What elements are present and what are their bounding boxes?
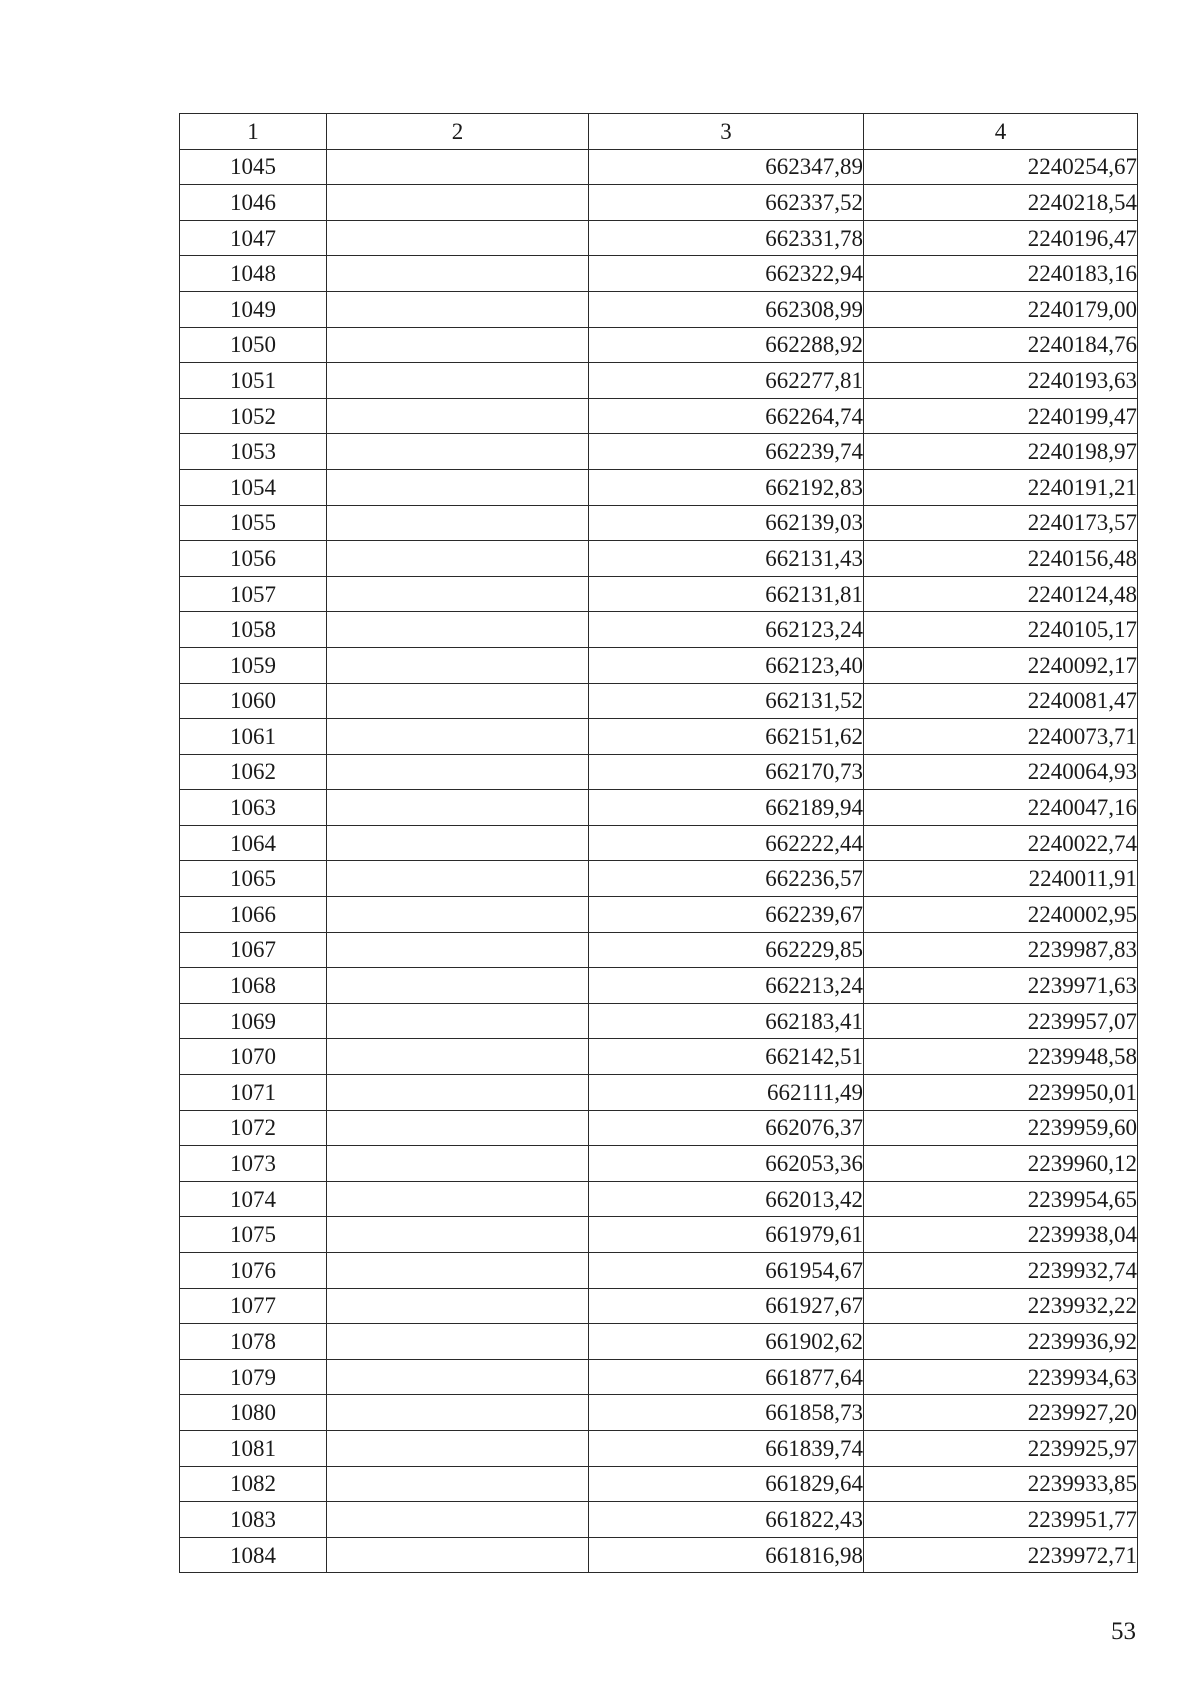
x-coordinate-cell: 661816,98	[589, 1537, 864, 1573]
point-number-cell: 1054	[180, 469, 327, 505]
header-row	[180, 114, 1138, 150]
x-coordinate-cell: 662229,85	[589, 932, 864, 968]
y-coordinate-cell: 2240179,00	[864, 291, 1138, 327]
y-coordinate-cell: 2240156,48	[864, 541, 1138, 577]
x-coordinate-cell: 662076,37	[589, 1110, 864, 1146]
y-coordinate-cell: 2240254,67	[864, 149, 1138, 185]
y-coordinate-cell: 2240022,74	[864, 825, 1138, 861]
point-number-cell: 1059	[180, 647, 327, 683]
y-coordinate-cell: 2239954,65	[864, 1181, 1138, 1217]
y-coordinate-cell: 2240105,17	[864, 612, 1138, 648]
x-coordinate-cell: 662142,51	[589, 1039, 864, 1075]
table-row	[180, 1537, 1138, 1573]
point-number-cell: 1063	[180, 790, 327, 826]
table-row	[180, 1359, 1138, 1395]
x-coordinate-cell: 662277,81	[589, 363, 864, 399]
x-coordinate-cell: 662213,24	[589, 968, 864, 1004]
table-row	[180, 327, 1138, 363]
point-number-cell: 1066	[180, 897, 327, 933]
x-coordinate-cell: 662347,89	[589, 149, 864, 185]
y-coordinate-cell: 2240011,91	[864, 861, 1138, 897]
point-number-cell: 1083	[180, 1502, 327, 1538]
blank-cell	[327, 1395, 589, 1431]
blank-cell	[327, 647, 589, 683]
x-coordinate-cell: 662222,44	[589, 825, 864, 861]
table-row	[180, 1003, 1138, 1039]
blank-cell	[327, 398, 589, 434]
blank-cell	[327, 469, 589, 505]
blank-cell	[327, 1430, 589, 1466]
blank-cell	[327, 185, 589, 221]
y-coordinate-cell: 2240073,71	[864, 719, 1138, 755]
point-number-cell: 1047	[180, 220, 327, 256]
x-coordinate-cell: 662053,36	[589, 1146, 864, 1182]
point-number-cell: 1079	[180, 1359, 327, 1395]
table-row	[180, 185, 1138, 221]
table-row	[180, 897, 1138, 933]
blank-cell	[327, 1502, 589, 1538]
table-row	[180, 1146, 1138, 1182]
x-coordinate-cell: 662111,49	[589, 1075, 864, 1111]
point-number-cell: 1074	[180, 1181, 327, 1217]
x-coordinate-cell: 662131,81	[589, 576, 864, 612]
blank-cell	[327, 1146, 589, 1182]
blank-cell	[327, 291, 589, 327]
blank-cell	[327, 256, 589, 292]
x-coordinate-cell: 662239,67	[589, 897, 864, 933]
point-number-cell: 1049	[180, 291, 327, 327]
blank-cell	[327, 790, 589, 826]
table-row	[180, 469, 1138, 505]
blank-cell	[327, 719, 589, 755]
table-row	[180, 256, 1138, 292]
point-number-cell: 1061	[180, 719, 327, 755]
x-coordinate-cell: 662239,74	[589, 434, 864, 470]
table-row	[180, 291, 1138, 327]
blank-cell	[327, 683, 589, 719]
x-coordinate-cell: 661829,64	[589, 1466, 864, 1502]
x-coordinate-cell: 662322,94	[589, 256, 864, 292]
y-coordinate-cell: 2240198,97	[864, 434, 1138, 470]
column-header-3: 3	[589, 114, 864, 150]
y-coordinate-cell: 2239957,07	[864, 1003, 1138, 1039]
x-coordinate-cell: 662288,92	[589, 327, 864, 363]
table-row	[180, 861, 1138, 897]
point-number-cell: 1084	[180, 1537, 327, 1573]
y-coordinate-cell: 2239971,63	[864, 968, 1138, 1004]
table-row	[180, 398, 1138, 434]
x-coordinate-cell: 661839,74	[589, 1430, 864, 1466]
y-coordinate-cell: 2239936,92	[864, 1324, 1138, 1360]
y-coordinate-cell: 2240184,76	[864, 327, 1138, 363]
point-number-cell: 1056	[180, 541, 327, 577]
table-row	[180, 1181, 1138, 1217]
x-coordinate-cell: 662264,74	[589, 398, 864, 434]
x-coordinate-cell: 662013,42	[589, 1181, 864, 1217]
column-header-1: 1	[180, 114, 327, 150]
blank-cell	[327, 754, 589, 790]
y-coordinate-cell: 2239972,71	[864, 1537, 1138, 1573]
y-coordinate-cell: 2239934,63	[864, 1359, 1138, 1395]
table-row	[180, 647, 1138, 683]
point-number-cell: 1082	[180, 1466, 327, 1502]
y-coordinate-cell: 2240047,16	[864, 790, 1138, 826]
point-number-cell: 1050	[180, 327, 327, 363]
point-number-cell: 1045	[180, 149, 327, 185]
blank-cell	[327, 1466, 589, 1502]
point-number-cell: 1048	[180, 256, 327, 292]
blank-cell	[327, 1288, 589, 1324]
table-header	[180, 114, 1138, 150]
y-coordinate-cell: 2240193,63	[864, 363, 1138, 399]
point-number-cell: 1075	[180, 1217, 327, 1253]
y-coordinate-cell: 2239948,58	[864, 1039, 1138, 1075]
point-number-cell: 1071	[180, 1075, 327, 1111]
page-number: 53	[1111, 1618, 1136, 1645]
column-header-2: 2	[327, 114, 589, 150]
y-coordinate-cell: 2239950,01	[864, 1075, 1138, 1111]
table-row	[180, 1395, 1138, 1431]
point-number-cell: 1052	[180, 398, 327, 434]
blank-cell	[327, 1110, 589, 1146]
blank-cell	[327, 897, 589, 933]
blank-cell	[327, 612, 589, 648]
blank-cell	[327, 932, 589, 968]
x-coordinate-cell: 661822,43	[589, 1502, 864, 1538]
blank-cell	[327, 1039, 589, 1075]
point-number-cell: 1058	[180, 612, 327, 648]
point-number-cell: 1046	[180, 185, 327, 221]
point-number-cell: 1072	[180, 1110, 327, 1146]
blank-cell	[327, 434, 589, 470]
point-number-cell: 1065	[180, 861, 327, 897]
table-row	[180, 1324, 1138, 1360]
y-coordinate-cell: 2239933,85	[864, 1466, 1138, 1502]
x-coordinate-cell: 661858,73	[589, 1395, 864, 1431]
y-coordinate-cell: 2239927,20	[864, 1395, 1138, 1431]
column-header-4: 4	[864, 114, 1138, 150]
x-coordinate-cell: 662170,73	[589, 754, 864, 790]
table-row	[180, 968, 1138, 1004]
y-coordinate-cell: 2240218,54	[864, 185, 1138, 221]
y-coordinate-cell: 2240064,93	[864, 754, 1138, 790]
x-coordinate-cell: 662183,41	[589, 1003, 864, 1039]
point-number-cell: 1080	[180, 1395, 327, 1431]
y-coordinate-cell: 2240183,16	[864, 256, 1138, 292]
blank-cell	[327, 1359, 589, 1395]
y-coordinate-cell: 2240173,57	[864, 505, 1138, 541]
x-coordinate-cell: 662189,94	[589, 790, 864, 826]
point-number-cell: 1073	[180, 1146, 327, 1182]
x-coordinate-cell: 662139,03	[589, 505, 864, 541]
blank-cell	[327, 1181, 589, 1217]
blank-cell	[327, 1003, 589, 1039]
table-row	[180, 576, 1138, 612]
point-number-cell: 1068	[180, 968, 327, 1004]
blank-cell	[327, 968, 589, 1004]
blank-cell	[327, 1253, 589, 1289]
x-coordinate-cell: 662337,52	[589, 185, 864, 221]
blank-cell	[327, 1217, 589, 1253]
blank-cell	[327, 825, 589, 861]
y-coordinate-cell: 2240196,47	[864, 220, 1138, 256]
y-coordinate-cell: 2240081,47	[864, 683, 1138, 719]
table-row	[180, 1039, 1138, 1075]
x-coordinate-cell: 662123,40	[589, 647, 864, 683]
table-body	[180, 149, 1138, 1573]
blank-cell	[327, 327, 589, 363]
x-coordinate-cell: 662131,52	[589, 683, 864, 719]
point-number-cell: 1078	[180, 1324, 327, 1360]
x-coordinate-cell: 662308,99	[589, 291, 864, 327]
x-coordinate-cell: 661877,64	[589, 1359, 864, 1395]
blank-cell	[327, 505, 589, 541]
x-coordinate-cell: 662151,62	[589, 719, 864, 755]
point-number-cell: 1070	[180, 1039, 327, 1075]
point-number-cell: 1062	[180, 754, 327, 790]
y-coordinate-cell: 2239960,12	[864, 1146, 1138, 1182]
y-coordinate-cell: 2239959,60	[864, 1110, 1138, 1146]
point-number-cell: 1051	[180, 363, 327, 399]
point-number-cell: 1055	[180, 505, 327, 541]
point-number-cell: 1064	[180, 825, 327, 861]
table-row	[180, 1217, 1138, 1253]
table-row	[180, 612, 1138, 648]
x-coordinate-cell: 662236,57	[589, 861, 864, 897]
blank-cell	[327, 220, 589, 256]
y-coordinate-cell: 2239925,97	[864, 1430, 1138, 1466]
y-coordinate-cell: 2240199,47	[864, 398, 1138, 434]
y-coordinate-cell: 2239987,83	[864, 932, 1138, 968]
blank-cell	[327, 149, 589, 185]
table-row	[180, 825, 1138, 861]
point-number-cell: 1081	[180, 1430, 327, 1466]
blank-cell	[327, 1075, 589, 1111]
y-coordinate-cell: 2239932,22	[864, 1288, 1138, 1324]
coordinates-table	[179, 113, 1138, 1573]
point-number-cell: 1067	[180, 932, 327, 968]
x-coordinate-cell: 662192,83	[589, 469, 864, 505]
table-row	[180, 1253, 1138, 1289]
table-row	[180, 220, 1138, 256]
x-coordinate-cell: 661979,61	[589, 1217, 864, 1253]
point-number-cell: 1053	[180, 434, 327, 470]
x-coordinate-cell: 662131,43	[589, 541, 864, 577]
x-coordinate-cell: 661954,67	[589, 1253, 864, 1289]
table-row	[180, 1110, 1138, 1146]
blank-cell	[327, 541, 589, 577]
blank-cell	[327, 1537, 589, 1573]
point-number-cell: 1060	[180, 683, 327, 719]
x-coordinate-cell: 662331,78	[589, 220, 864, 256]
blank-cell	[327, 363, 589, 399]
x-coordinate-cell: 661902,62	[589, 1324, 864, 1360]
y-coordinate-cell: 2239938,04	[864, 1217, 1138, 1253]
blank-cell	[327, 576, 589, 612]
table-row	[180, 683, 1138, 719]
y-coordinate-cell: 2239932,74	[864, 1253, 1138, 1289]
x-coordinate-cell: 661927,67	[589, 1288, 864, 1324]
table-row	[180, 363, 1138, 399]
table-row	[180, 754, 1138, 790]
table-row	[180, 1466, 1138, 1502]
x-coordinate-cell: 662123,24	[589, 612, 864, 648]
point-number-cell: 1077	[180, 1288, 327, 1324]
table-row	[180, 790, 1138, 826]
table-row	[180, 1075, 1138, 1111]
blank-cell	[327, 1324, 589, 1360]
table-row	[180, 541, 1138, 577]
table-row	[180, 149, 1138, 185]
table-row	[180, 1502, 1138, 1538]
point-number-cell: 1069	[180, 1003, 327, 1039]
table-row	[180, 932, 1138, 968]
y-coordinate-cell: 2240191,21	[864, 469, 1138, 505]
table-row	[180, 505, 1138, 541]
table-row	[180, 1288, 1138, 1324]
table-row	[180, 719, 1138, 755]
y-coordinate-cell: 2240092,17	[864, 647, 1138, 683]
point-number-cell: 1057	[180, 576, 327, 612]
y-coordinate-cell: 2239951,77	[864, 1502, 1138, 1538]
point-number-cell: 1076	[180, 1253, 327, 1289]
table-row	[180, 1430, 1138, 1466]
blank-cell	[327, 861, 589, 897]
table-row	[180, 434, 1138, 470]
y-coordinate-cell: 2240002,95	[864, 897, 1138, 933]
y-coordinate-cell: 2240124,48	[864, 576, 1138, 612]
